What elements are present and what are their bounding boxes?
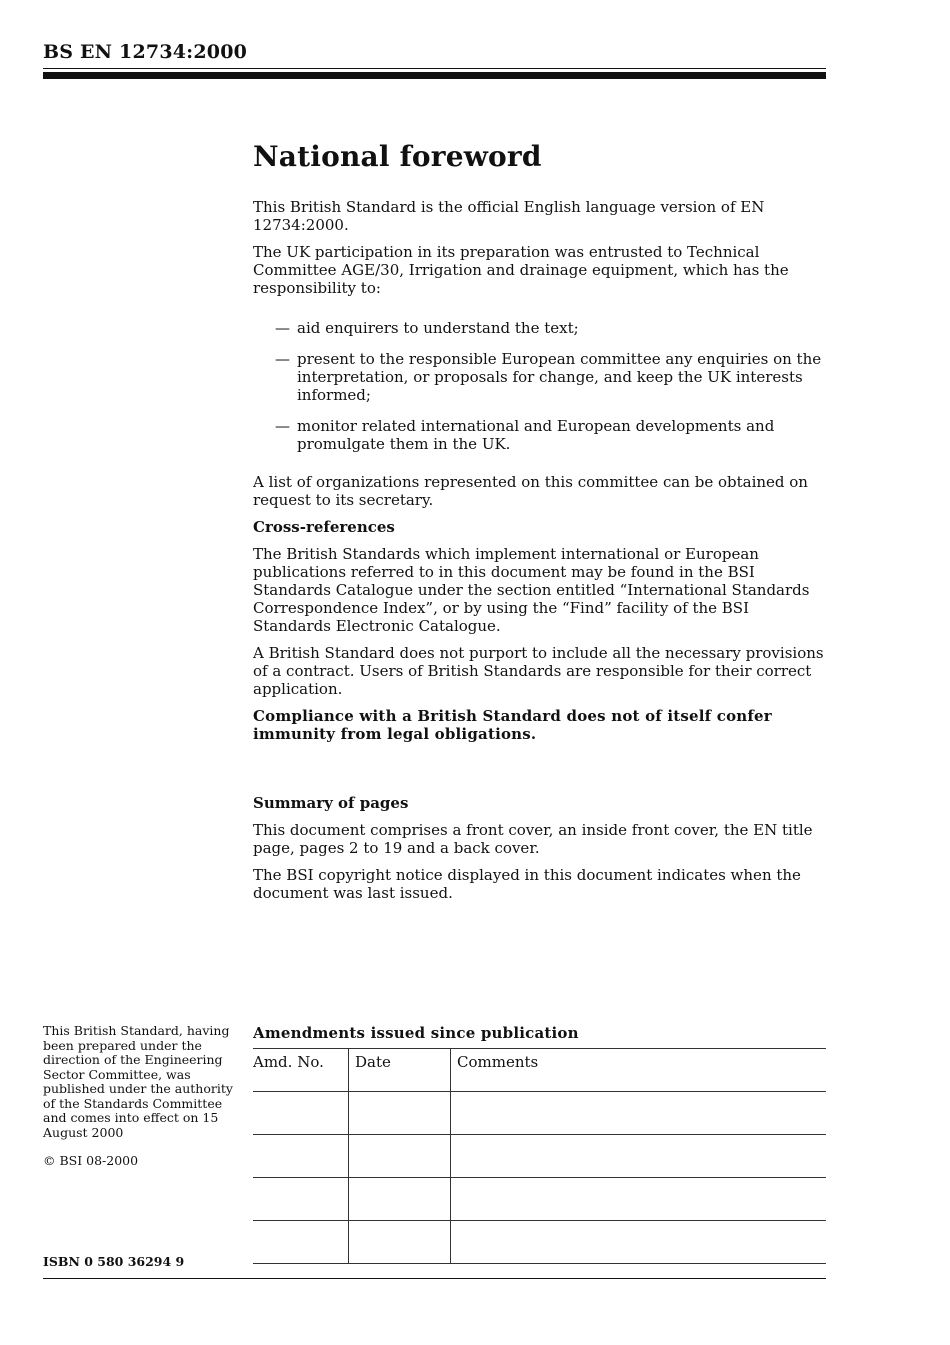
table-cell (253, 1178, 349, 1221)
dash-marker: — (275, 350, 290, 368)
foreword-body (253, 140, 828, 752)
table-cell (349, 1221, 451, 1264)
organizations-paragraph: A list of organizations represented on this committee can be obtained on request to its secretary. (253, 473, 808, 509)
publication-note: This British Standard, having been prepared under the direction of the Engineering Sector Committee, was published under the authority of the Standards Committee and comes into effect on 15 August 2000 (43, 1023, 233, 1140)
document-code: BS EN 12734:2000 (43, 41, 248, 63)
isbn-line: ISBN 0 580 36294 9 (43, 1254, 185, 1269)
participation-paragraph: The UK participation in its preparation was entrusted to Technical Committee AGE/30, Irrigation and drainage equipment, which has the responsibility to: (253, 243, 789, 297)
footer-rule (43, 1278, 826, 1279)
list-item (275, 350, 828, 404)
list-item (275, 417, 828, 453)
column-header-amd-no: Amd. No. (253, 1049, 349, 1092)
column-header-date: Date (349, 1049, 451, 1092)
list-item-text: monitor related international and European developments and promulgate them in the UK. (297, 417, 775, 453)
cross-references-paragraph: The British Standards which implement international or European publications referred to in this document may be found in the BSI Standards Catalogue under the section entitled “International Standards Correspondence Index”, or by using the “Find” facility of the BSI Standards Electronic Catalogue. (253, 545, 810, 635)
copyright-line: © BSI 08-2000 (43, 1153, 139, 1168)
table-row (253, 1178, 826, 1221)
responsibility-list (253, 319, 828, 453)
page-title: National foreword (253, 140, 542, 173)
table-row (253, 1092, 826, 1135)
table-row (253, 1221, 826, 1264)
table-cell (349, 1092, 451, 1135)
summary-of-pages (253, 794, 828, 911)
intro-paragraph: This British Standard is the official English language version of EN 12734:2000. (253, 198, 765, 234)
dash-marker: — (275, 417, 290, 435)
dash-marker: — (275, 319, 290, 337)
provisions-paragraph: A British Standard does not purport to include all the necessary provisions of a contract. Users of British Standards are responsible for their correct application. (253, 644, 824, 698)
header-rule-thin (43, 68, 826, 69)
table-cell (451, 1178, 827, 1221)
column-header-comments: Comments (451, 1049, 827, 1092)
compliance-statement: Compliance with a British Standard does not of itself confer immunity from legal obligations. (253, 707, 772, 743)
summary-heading: Summary of pages (253, 794, 409, 812)
table-cell (253, 1221, 349, 1264)
summary-copyright-paragraph: The BSI copyright notice displayed in this document indicates when the document was last issued. (253, 866, 801, 902)
table-cell (253, 1135, 349, 1178)
amendments-table (253, 1048, 826, 1264)
list-item (275, 319, 828, 337)
amendments-title: Amendments issued since publication (253, 1024, 579, 1042)
table-cell (349, 1178, 451, 1221)
table-cell (253, 1092, 349, 1135)
header-rule-thick (43, 72, 826, 79)
table-row (253, 1135, 826, 1178)
table-cell (451, 1135, 827, 1178)
list-item-text: present to the responsible European committee any enquiries on the interpretation, or proposals for change, and keep the UK interests informed; (297, 350, 822, 404)
table-cell (349, 1135, 451, 1178)
list-item-text: aid enquirers to understand the text; (297, 319, 579, 337)
table-header-row (253, 1049, 826, 1092)
cross-references-heading: Cross-references (253, 518, 395, 536)
table-cell (451, 1221, 827, 1264)
table-cell (451, 1092, 827, 1135)
summary-pages-paragraph: This document comprises a front cover, an inside front cover, the EN title page, pages 2 to 19 and a back cover. (253, 821, 813, 857)
